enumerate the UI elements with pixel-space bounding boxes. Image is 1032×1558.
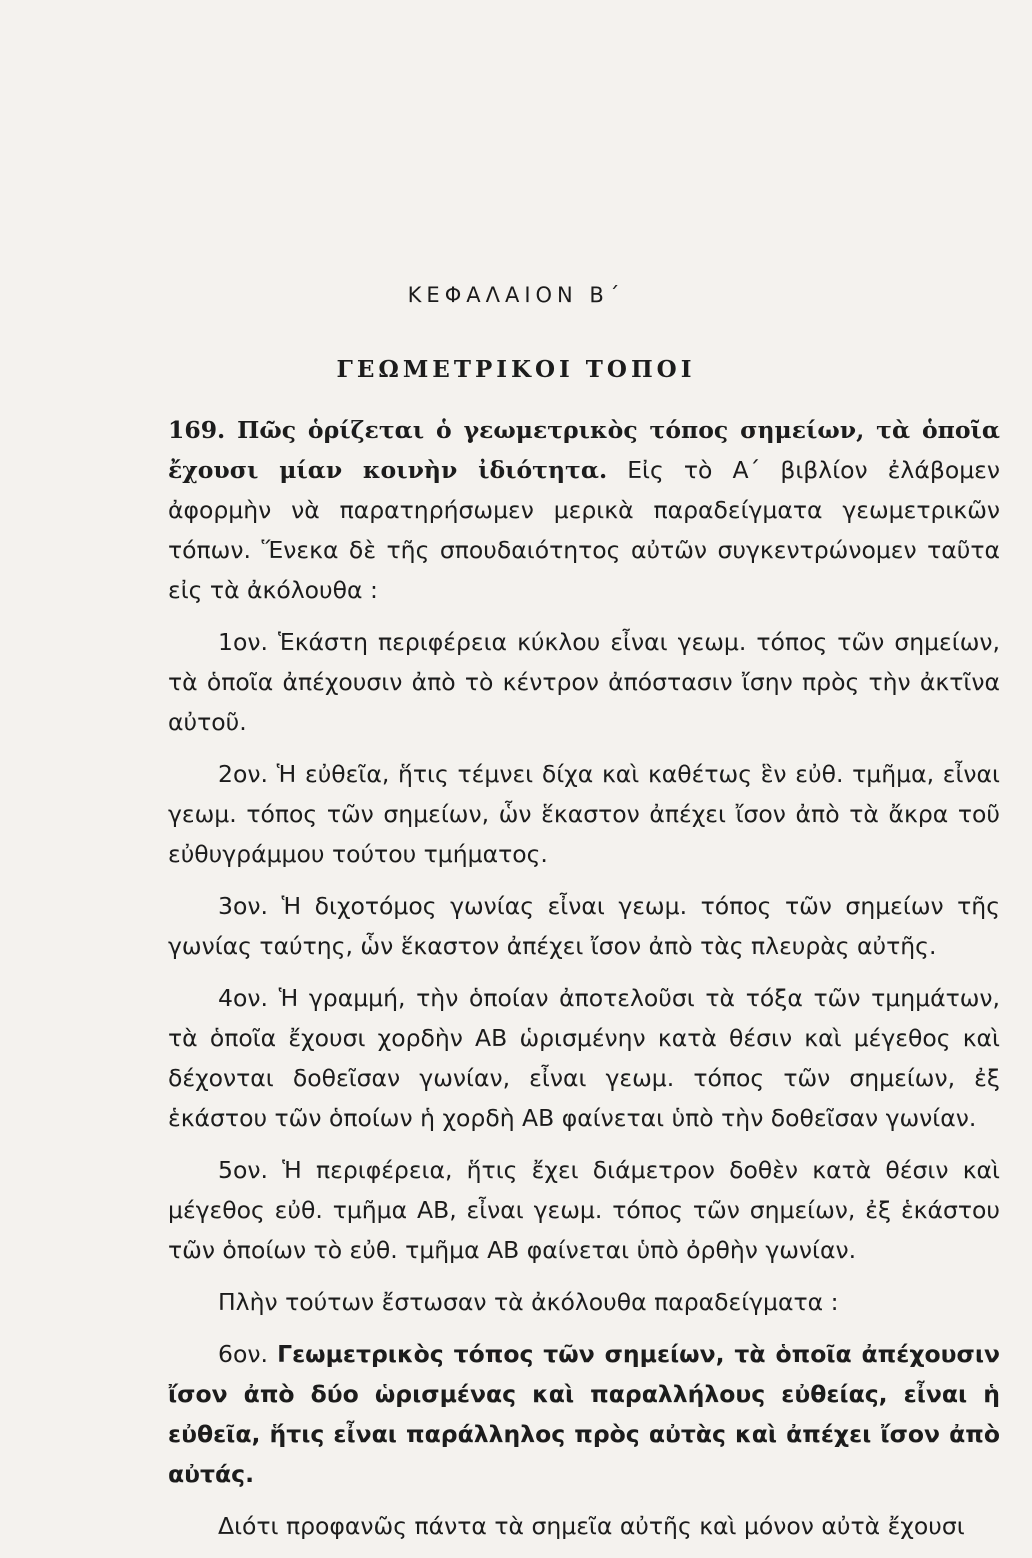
closing-line: Διότι προφανῶς πάντα τὰ σημεῖα αὐτῆς καὶ μόνον αὐτὰ ἔχουσι — [218, 1512, 965, 1540]
page-body — [168, 410, 1000, 1558]
section-intro: Εἰς τὸ Α΄ βιβλίον ἐλάβομεν ἀφορμὴν νὰ παρατηρήσωμεν μερικὰ παραδείγματα γεωμετρικῶν τόπων. Ἕνεκα δὲ τῆς σπουδαιότητος αὐτῶν συγκεντρώνομεν ταῦτα εἰς τὰ ἀκόλουθα : — [168, 456, 1000, 604]
item-6-text: Γεωμετρικὸς τόπος τῶν σημείων, τὰ ὁποῖα ἀπέχουσιν ἴσον ἀπὸ δύο ὡρισμένας καὶ παραλλήλους εὐθείας, εἶναι ἡ εὐθεῖα, ἥτις εἶναι παράλληλος πρὸς αὐτὰς καὶ ἀπέχει ἴσον ἀπὸ αὐτάς. — [168, 1340, 1000, 1488]
item-4: 4ον. Ἡ γραμμή, τὴν ὁποίαν ἀποτελοῦσι τὰ τόξα τῶν τμημάτων, τὰ ὁποῖα ἔχουσι χορδὴν ΑΒ ὡρισμένην κατὰ θέσιν καὶ μέγεθος καὶ δέχονται δοθεῖσαν γωνίαν, εἶναι γεωμ. τόπος τῶν σημείων, ἐξ ἑκάστου τῶν ὁποίων ἡ χορδὴ ΑΒ φαίνεται ὑπὸ τὴν δοθεῖσαν γωνίαν. — [168, 984, 1000, 1132]
item-2: 2ον. Ἡ εὐθεῖα, ἥτις τέμνει δίχα καὶ καθέτως ἓν εὐθ. τμῆμα, εἶναι γεωμ. τόπος τῶν σημείων, ὧν ἕκαστον ἀπέχει ἴσον ἀπὸ τὰ ἄκρα τοῦ εὐθυγράμμου τούτου τμήματος. — [168, 760, 1000, 868]
section-heading: 169. Πῶς ὁρίζεται ὁ γεωμετρικὸς τόπος σημείων, τὰ ὁποῖα ἔχουσι μίαν κοινὴν ἰδιότητα. — [168, 416, 1000, 484]
item-1: 1ον. Ἑκάστη περιφέρεια κύκλου εἶναι γεωμ. τόπος τῶν σημείων, τὰ ὁποῖα ἀπέχουσιν ἀπὸ τὸ κέντρον ἀπόστασιν ἴσην πρὸς τὴν ἀκτῖνα αὐτοῦ. — [168, 628, 1000, 736]
item-6-number: 6ον. — [218, 1340, 278, 1368]
section-paragraph — [168, 410, 1000, 610]
chapter-title: ΓΕΩΜΕΤΡΙΚΟΙ ΤΟΠΟΙ — [336, 356, 696, 383]
item-3: 3ον. Ἡ διχοτόμος γωνίας εἶναι γεωμ. τόπος τῶν σημείων τῆς γωνίας ταύτης, ὧν ἕκαστον ἀπέχει ἴσον ἀπὸ τὰς πλευρὰς αὐτῆς. — [168, 892, 1000, 960]
transition-line: Πλὴν τούτων ἔστωσαν τὰ ἀκόλουθα παραδείγματα : — [218, 1288, 839, 1316]
item-6 — [168, 1334, 1000, 1494]
chapter-label: ΚΕΦΑΛΑΙΟΝ Β΄ — [407, 283, 625, 307]
item-5: 5ον. Ἡ περιφέρεια, ἥτις ἔχει διάμετρον δοθὲν κατὰ θέσιν καὶ μέγεθος εὐθ. τμῆμα ΑΒ, εἶναι γεωμ. τόπος τῶν σημείων, ἐξ ἑκάστου τῶν ὁποίων τὸ εὐθ. τμῆμα ΑΒ φαίνεται ὑπὸ ὀρθὴν γωνίαν. — [168, 1156, 1000, 1264]
